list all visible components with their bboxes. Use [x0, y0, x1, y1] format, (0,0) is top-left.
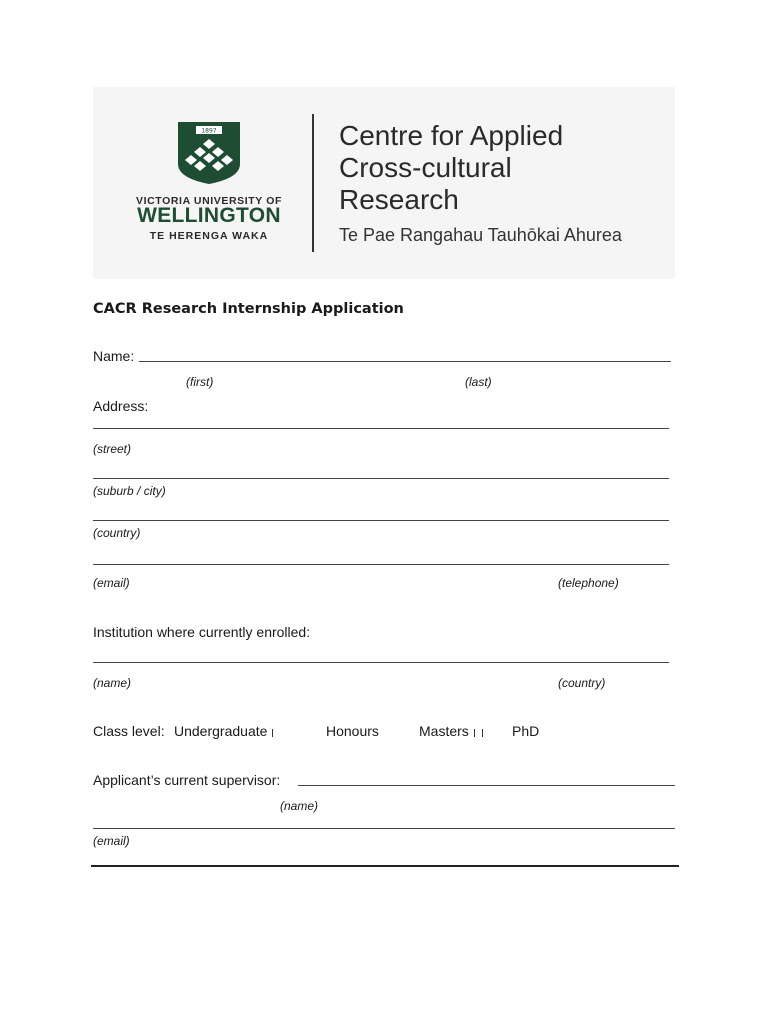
suburb-city-field[interactable]	[93, 478, 669, 479]
country-hint: (country)	[93, 526, 141, 540]
class-option-label: Undergraduate	[174, 723, 268, 739]
street-hint: (street)	[93, 442, 132, 456]
first-name-hint: (first)	[186, 375, 214, 389]
class-option-undergraduate[interactable]	[174, 723, 277, 739]
centre-title: Centre for Applied Cross-cultural Research	[339, 120, 564, 215]
checkbox-icon[interactable]	[482, 729, 487, 737]
street-field[interactable]	[93, 428, 669, 429]
university-crest-icon	[176, 120, 242, 186]
centre-maori-name: Te Pae Rangahau Tauhōkai Ahurea	[339, 225, 622, 245]
suburb-city-hint: (suburb / city)	[93, 484, 166, 498]
email-hint: (email)	[93, 576, 130, 590]
supervisor-label: Applicant’s current supervisor:	[93, 772, 281, 788]
class-option-label: Honours	[326, 723, 379, 739]
name-field[interactable]	[139, 361, 671, 362]
university-name-wellington: WELLINGTON	[137, 204, 281, 227]
telephone-hint: (telephone)	[558, 576, 619, 590]
supervisor-email-hint: (email)	[93, 834, 130, 848]
checkbox-icon[interactable]	[474, 729, 479, 737]
university-name-line1: VICTORIA UNIVERSITY OF	[135, 195, 283, 207]
bottom-rule	[91, 865, 679, 867]
class-option-masters[interactable]	[419, 723, 487, 739]
university-name-maori: TE HERENGA WAKA	[149, 230, 269, 242]
institution-country-hint: (country)	[558, 676, 606, 690]
class-option-phd[interactable]	[512, 723, 539, 739]
supervisor-email-field[interactable]	[93, 828, 675, 829]
header-banner	[93, 87, 675, 279]
logo-divider	[312, 114, 314, 252]
institution-name-hint: (name)	[93, 676, 132, 690]
class-option-label: PhD	[512, 723, 540, 739]
address-label: Address:	[93, 398, 149, 414]
form-heading: CACR Research Internship Application	[93, 301, 404, 317]
institution-field[interactable]	[93, 662, 669, 663]
class-option-label: Masters	[419, 723, 469, 739]
last-name-hint: (last)	[465, 375, 492, 389]
svg-text:1897: 1897	[201, 127, 217, 135]
email-telephone-field[interactable]	[93, 564, 669, 565]
name-label: Name:	[93, 348, 135, 364]
country-field[interactable]	[93, 520, 669, 521]
institution-label: Institution where currently enrolled:	[93, 624, 311, 640]
checkbox-icon[interactable]	[272, 729, 277, 737]
class-level-label: Class level:	[93, 723, 165, 739]
supervisor-name-field[interactable]	[298, 785, 675, 786]
class-option-honours[interactable]	[326, 723, 379, 739]
supervisor-name-hint: (name)	[280, 799, 319, 813]
